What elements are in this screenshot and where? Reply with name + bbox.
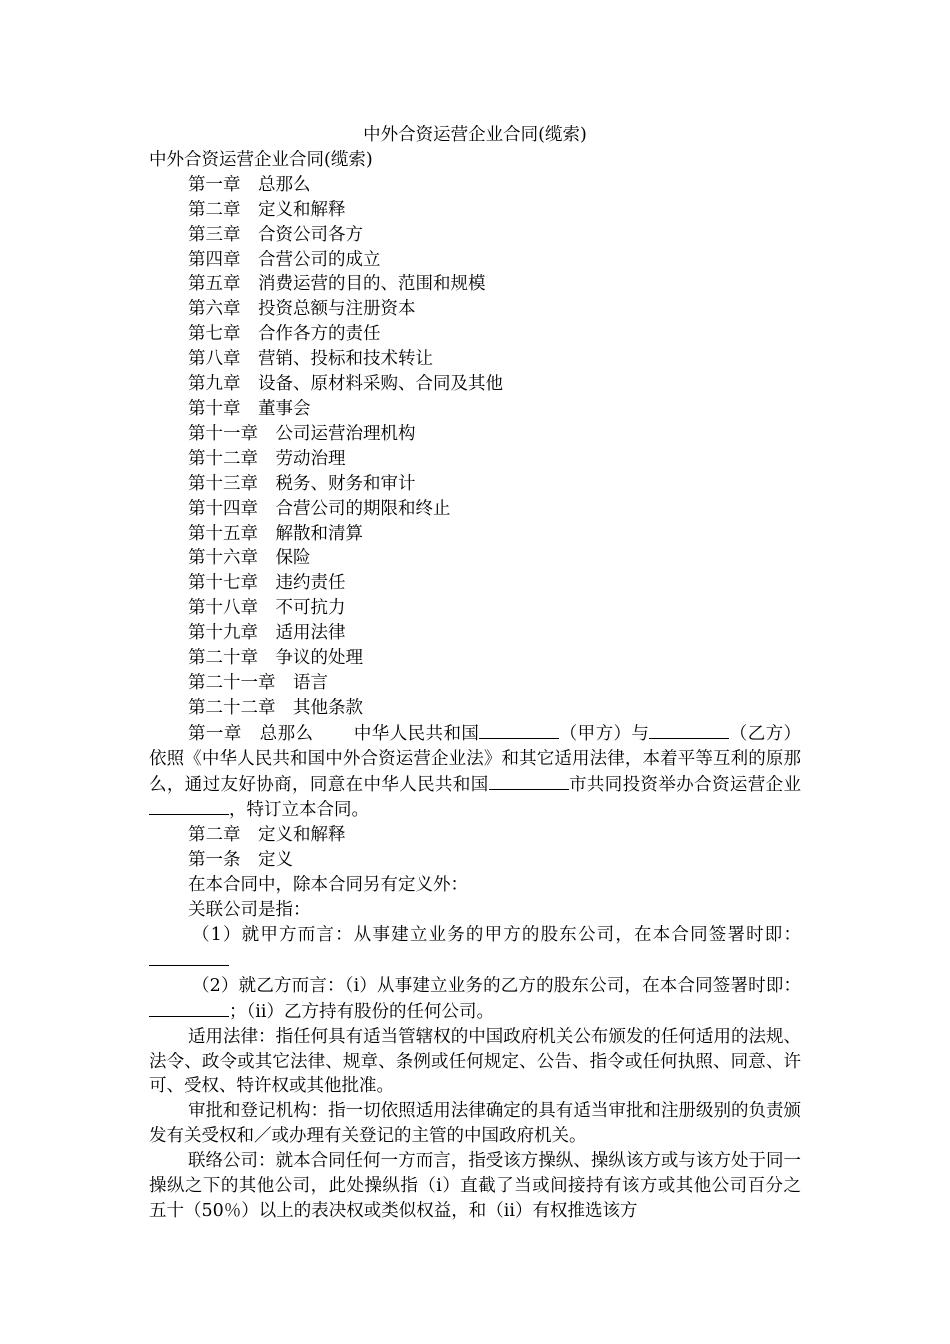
definitions-intro: 在本合同中，除本合同另有定义外：	[188, 875, 468, 896]
toc-item: 第八章 营销、投标和技术转让	[188, 349, 433, 370]
toc-item: 第六章 投资总额与注册资本	[188, 299, 416, 320]
document-body	[149, 123, 801, 1224]
toc-item: 第二十章 争议的处理	[188, 648, 363, 669]
toc-item: 第十四章 合营公司的期限和终止	[188, 498, 451, 519]
affiliate-definition: 关联公司是指：	[188, 900, 311, 921]
chapter-1-heading: 第一章 总那么	[188, 723, 314, 744]
toc-item: 第四章 合营公司的成立	[188, 249, 381, 270]
toc-item: 第十六章 保险	[188, 548, 311, 569]
toc-item: 第二章 定义和解释	[188, 199, 346, 220]
toc-item: 第二十二章 其他条款	[188, 697, 363, 718]
document-title: 中外合资运营企业合同(缆索)	[363, 125, 587, 145]
toc-item: 第十八章 不可抗力	[188, 598, 346, 619]
chapter-1-paragraph: 第一章 总那么 中华人民共和国 （甲方）与 （乙方）依照《中华人民共和国中外合资运营企业法》和其它适用法律，本着平等互利的原那么，通过友好协商，同意在中华人民共和国 市共同投资举办合资运营企业，特订立本合同。	[149, 721, 801, 824]
applicable-law-definition: 适用法律：指任何具有适当管辖权的中国政府机关公布颁发的任何适用的法规、法令、政令或其它法律、规章、条例或任何规定、公告、指令或任何执照、同意、许可、受权、特许权或其他批准。	[149, 1026, 801, 1097]
affiliate-item-1: （1）就甲方而言：从事建立业务的甲方的股东公司，在本合同签署时即：	[149, 923, 801, 974]
affiliate-item-2: （2）就乙方而言：（i）从事建立业务的乙方的股东公司，在本合同签署时即：；（ii）乙方持有股份的任何公司。	[149, 974, 801, 1025]
toc-item: 第十二章 劳动治理	[188, 448, 346, 469]
toc-item: 第二十一章 语言	[188, 672, 328, 693]
blank-field	[149, 999, 229, 1017]
toc-item: 第九章 设备、原材料采购、合同及其他	[188, 374, 503, 395]
chapter-2-heading: 第二章 定义和解释	[188, 825, 346, 846]
toc-item: 第十一章 公司运营治理机构	[188, 423, 416, 444]
liaison-company-definition: 联络公司：就本合同任何一方而言，指受该方操纵、操纵该方或与该方处于同一操纵之下的其他公司，此处操纵指（i）直截了当或间接持有该方或其他公司百分之五十（50％）以上的表决权或类似权益，和（ii）有权推选该方	[149, 1151, 801, 1221]
toc-item: 第十九章 适用法律	[188, 623, 346, 644]
blank-field	[149, 948, 229, 966]
blank-field	[649, 721, 729, 739]
toc-item: 第十三章 税务、财务和审计	[188, 473, 416, 494]
toc-item: 第十五章 解散和清算	[188, 523, 363, 544]
toc-item: 第十章 董事会	[188, 398, 311, 419]
table-of-contents	[149, 173, 801, 721]
document-subtitle: 中外合资运营企业合同(缆索)	[149, 149, 373, 170]
toc-item: 第三章 合资公司各方	[188, 224, 363, 245]
toc-item: 第十七章 违约责任	[188, 573, 346, 594]
blank-field	[489, 772, 569, 790]
toc-item: 第七章 合作各方的责任	[188, 324, 381, 345]
blank-field	[149, 797, 229, 815]
article-1-heading: 第一条 定义	[188, 850, 293, 871]
approval-authority-definition: 审批和登记机构：指一切依照适用法律确定的具有适当审批和注册级别的负责颁发有关受权和／或办理有关登记的主管的中国政府机关。	[149, 1101, 801, 1147]
toc-item: 第一章 总那么	[188, 174, 311, 195]
blank-field	[479, 721, 559, 739]
toc-item: 第五章 消费运营的目的、范围和规模	[188, 274, 486, 295]
